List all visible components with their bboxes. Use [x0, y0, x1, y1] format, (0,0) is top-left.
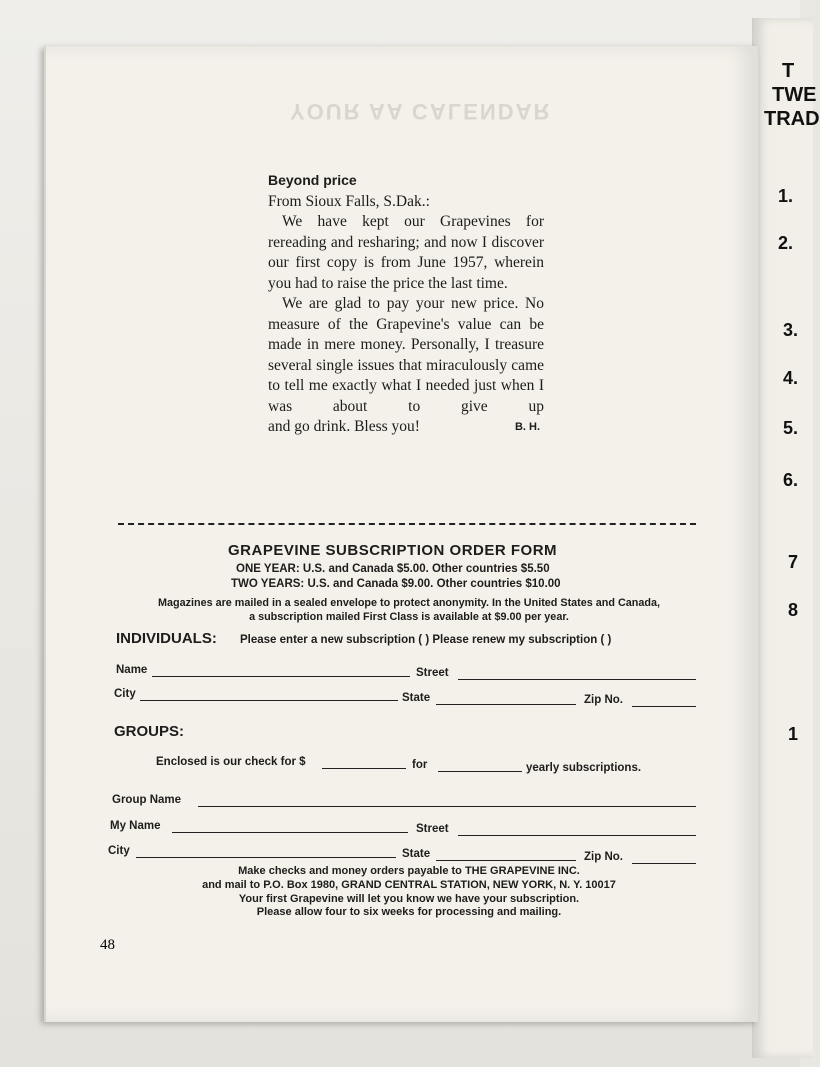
letter-from: From Sioux Falls, S.Dak.:	[268, 192, 430, 210]
city-field[interactable]	[140, 700, 398, 701]
payment-instructions: Make checks and money orders payable to THE GRAPEVINE INC.	[238, 865, 580, 877]
letter-closing: and go drink. Bless you!	[268, 418, 420, 435]
group-city-field[interactable]	[136, 857, 396, 858]
group-state-field[interactable]	[436, 860, 576, 861]
enclosed-label: Enclosed is our check for $	[156, 756, 306, 768]
subscription-count-field[interactable]	[438, 771, 522, 772]
city-label: City	[114, 688, 136, 700]
facing-list-number: 4.	[783, 368, 799, 388]
confirmation-note: Your first Grapevine will let you know we have your subscription.	[238, 893, 580, 905]
letter-title: Beyond price	[268, 172, 357, 188]
my-name-field[interactable]	[172, 832, 408, 833]
group-street-field[interactable]	[458, 835, 696, 836]
individuals-options[interactable]: Please enter a new subscription ( ) Please renew my subscription ( )	[240, 634, 612, 646]
street-label: Street	[416, 667, 449, 679]
mailing-note: Magazines are mailed in a sealed envelope to protect anonymity. In the United States and Canada,	[158, 597, 660, 609]
group-zip-field[interactable]	[632, 863, 696, 864]
rate-one-year: ONE YEAR: U.S. and Canada $5.00. Other countries $5.50	[236, 563, 550, 575]
group-street-label: Street	[416, 823, 449, 835]
bleed-through-heading: YOUR AA CALENDAR	[290, 99, 552, 124]
zip-field[interactable]	[632, 706, 696, 707]
mailing-address: and mail to P.O. Box 1980, GRAND CENTRAL STATION, NEW YORK, N. Y. 10017	[202, 879, 616, 891]
letter-paragraph: We have kept our Grapevines for rereading and resharing; and now I discover our first copy is from June 1957, wherein you had to raise the price the last time.	[268, 213, 544, 292]
groups-heading: GROUPS:	[114, 723, 185, 740]
check-amount-field[interactable]	[322, 768, 406, 769]
letter-signature: B. H.	[514, 421, 540, 433]
yearly-label: yearly subscriptions.	[526, 762, 642, 774]
form-title: GRAPEVINE SUBSCRIPTION ORDER FORM	[228, 542, 558, 559]
street-field[interactable]	[458, 679, 696, 680]
facing-list-number: 1	[788, 724, 799, 744]
group-city-label: City	[108, 845, 130, 857]
rate-two-years: TWO YEARS: U.S. and Canada $9.00. Other countries $10.00	[231, 578, 561, 590]
my-name-label: My Name	[110, 820, 161, 832]
group-name-field[interactable]	[198, 806, 696, 807]
facing-list-number: 1.	[778, 186, 794, 206]
facing-list-number: 2.	[778, 233, 794, 253]
name-field[interactable]	[152, 676, 410, 677]
group-state-label: State	[402, 848, 431, 860]
page-number: 48	[100, 937, 115, 953]
name-label: Name	[116, 664, 148, 676]
mailing-note: a subscription mailed First Class is available at $9.00 per year.	[249, 611, 569, 623]
facing-list-number: 7	[788, 552, 799, 572]
facing-list-number: 8	[788, 600, 799, 620]
individuals-heading: INDIVIDUALS:	[116, 630, 217, 647]
facing-list-number: 6.	[783, 470, 799, 490]
zip-label: Zip No.	[584, 694, 623, 706]
facing-list-number: 5.	[783, 418, 799, 438]
for-label: for	[412, 759, 428, 771]
facing-heading-fragment: TWE	[772, 84, 817, 106]
facing-heading-fragment: T	[782, 60, 795, 82]
group-zip-label: Zip No.	[584, 851, 623, 863]
group-name-label: Group Name	[112, 794, 182, 806]
letter-paragraph: We are glad to pay your new price. No measure of the Grapevine's value can be made in mere money. Personally, I treasure several single issues that miraculously came to tell me exactly what I needed just when I was about to give up	[268, 295, 544, 415]
state-label: State	[402, 692, 431, 704]
facing-heading-fragment: TRAD	[764, 108, 820, 130]
processing-note: Please allow four to six weeks for processing and mailing.	[256, 906, 562, 918]
facing-list-number: 3.	[783, 320, 799, 340]
state-field[interactable]	[436, 704, 576, 705]
